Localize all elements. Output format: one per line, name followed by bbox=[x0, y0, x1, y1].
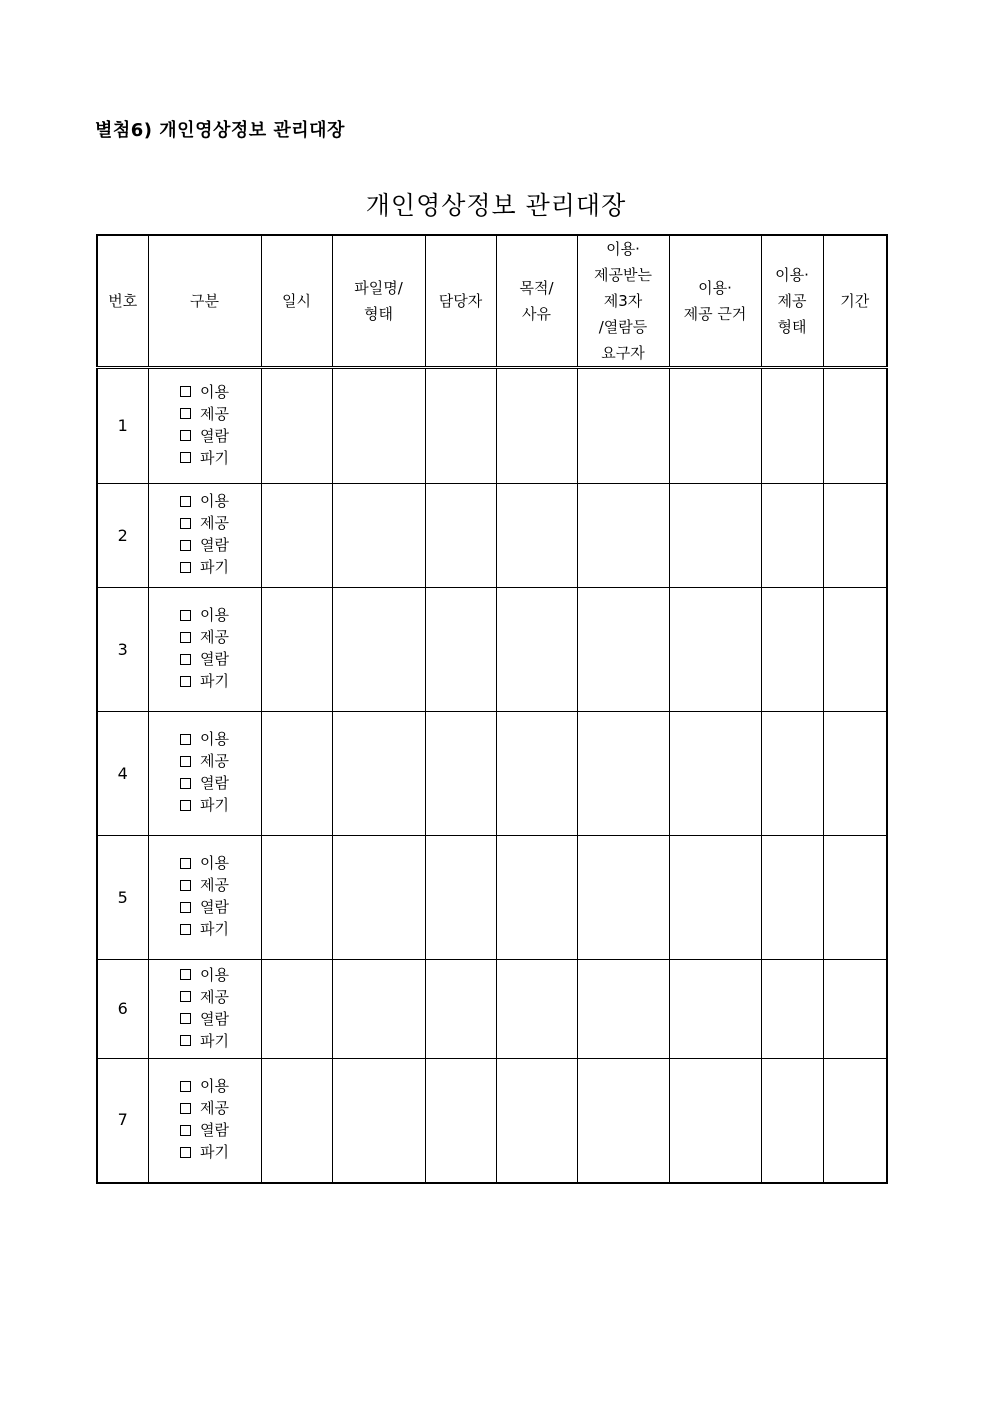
document-title: 개인영상정보 관리대장 bbox=[365, 191, 627, 220]
category-option[interactable] bbox=[180, 1008, 229, 1030]
header-line: 사유 bbox=[522, 305, 551, 323]
category-options bbox=[180, 381, 229, 469]
category-option[interactable] bbox=[180, 918, 229, 940]
table-row bbox=[97, 960, 887, 1059]
cell-purpose-reason[interactable] bbox=[496, 712, 577, 836]
category-cell bbox=[148, 484, 261, 588]
cell-provision-type[interactable] bbox=[761, 960, 823, 1059]
row-number: 4 bbox=[97, 712, 148, 836]
checkbox[interactable] bbox=[180, 991, 191, 1002]
option-label: 이용 bbox=[200, 854, 229, 873]
cell-provision-type[interactable] bbox=[761, 588, 823, 712]
row-number: 5 bbox=[97, 836, 148, 960]
header-line: 일시 bbox=[282, 292, 311, 310]
table-row bbox=[97, 712, 887, 836]
header-line: 이용· bbox=[606, 240, 640, 258]
cell-provision-basis[interactable] bbox=[669, 712, 761, 836]
cell-datetime[interactable] bbox=[261, 588, 332, 712]
category-cell bbox=[148, 960, 261, 1059]
category-option[interactable] bbox=[180, 728, 229, 750]
cell-third-party-requester[interactable] bbox=[577, 588, 669, 712]
category-option[interactable] bbox=[180, 1030, 229, 1052]
header-line: 형태 bbox=[364, 305, 393, 323]
cell-filename-format[interactable] bbox=[332, 712, 425, 836]
cell-manager[interactable] bbox=[425, 484, 496, 588]
cell-provision-basis[interactable] bbox=[669, 588, 761, 712]
cell-purpose-reason[interactable] bbox=[496, 368, 577, 484]
option-label: 제공 bbox=[200, 514, 229, 533]
cell-provision-type[interactable] bbox=[761, 1059, 823, 1183]
header-line: 이용· bbox=[775, 266, 809, 284]
category-option[interactable] bbox=[180, 986, 229, 1008]
cell-third-party-requester[interactable] bbox=[577, 712, 669, 836]
checkbox[interactable] bbox=[180, 562, 191, 573]
checkbox[interactable] bbox=[180, 969, 191, 980]
header-category bbox=[148, 235, 261, 368]
row-number: 2 bbox=[97, 484, 148, 588]
cell-period[interactable] bbox=[823, 484, 887, 588]
cell-purpose-reason[interactable] bbox=[496, 588, 577, 712]
header-line: 파일명/ bbox=[354, 279, 403, 297]
option-label: 제공 bbox=[200, 1099, 229, 1117]
attachment-label: 별첨6) 개인영상정보 관리대장 bbox=[95, 120, 345, 141]
cell-third-party-requester[interactable] bbox=[577, 1059, 669, 1183]
cell-datetime[interactable] bbox=[261, 960, 332, 1059]
cell-provision-basis[interactable] bbox=[669, 484, 761, 588]
checkbox[interactable] bbox=[180, 654, 191, 665]
row-number: 1 bbox=[97, 368, 148, 484]
checkbox[interactable] bbox=[180, 632, 191, 643]
category-option[interactable] bbox=[180, 381, 229, 403]
cell-purpose-reason[interactable] bbox=[496, 484, 577, 588]
checkbox[interactable] bbox=[180, 1103, 191, 1114]
header-line: 목적/ bbox=[519, 279, 554, 297]
option-label: 열람 bbox=[200, 536, 229, 555]
header-line: 구분 bbox=[190, 292, 219, 310]
table-row bbox=[97, 836, 887, 960]
category-option[interactable] bbox=[180, 772, 229, 794]
checkbox[interactable] bbox=[180, 1013, 191, 1024]
cell-filename-format[interactable] bbox=[332, 836, 425, 960]
header-line: 번호 bbox=[108, 292, 138, 310]
category-option[interactable] bbox=[180, 964, 229, 986]
checkbox[interactable] bbox=[180, 924, 191, 935]
category-option[interactable] bbox=[180, 1075, 229, 1097]
table-row bbox=[97, 588, 887, 712]
cell-period[interactable] bbox=[823, 1059, 887, 1183]
header-line: 제공 근거 bbox=[683, 305, 747, 323]
row-number: 7 bbox=[97, 1059, 148, 1183]
category-cell bbox=[148, 712, 261, 836]
cell-datetime[interactable] bbox=[261, 712, 332, 836]
checkbox[interactable] bbox=[180, 676, 191, 687]
option-label: 파기 bbox=[200, 1143, 229, 1161]
category-option[interactable] bbox=[180, 534, 229, 556]
header-line: 제공 bbox=[777, 292, 807, 310]
cell-provision-basis[interactable] bbox=[669, 836, 761, 960]
category-option[interactable] bbox=[180, 604, 229, 626]
option-label: 열람 bbox=[200, 774, 229, 793]
checkbox[interactable] bbox=[180, 610, 191, 621]
header-purpose-reason bbox=[496, 235, 577, 368]
option-label: 열람 bbox=[200, 426, 229, 445]
cell-filename-format[interactable] bbox=[332, 1059, 425, 1183]
category-option[interactable] bbox=[180, 626, 229, 648]
checkbox[interactable] bbox=[180, 518, 191, 529]
category-option[interactable] bbox=[180, 852, 229, 874]
option-label: 제공 bbox=[200, 876, 229, 895]
option-label: 파기 bbox=[200, 796, 229, 815]
category-option[interactable] bbox=[180, 670, 229, 692]
option-label: 파기 bbox=[200, 920, 229, 939]
category-cell bbox=[148, 1059, 261, 1183]
cell-period[interactable] bbox=[823, 588, 887, 712]
checkbox[interactable] bbox=[180, 902, 191, 913]
checkbox[interactable] bbox=[180, 858, 191, 869]
checkbox[interactable] bbox=[180, 1035, 191, 1046]
option-label: 이용 bbox=[200, 492, 229, 511]
header-line: 제3자 bbox=[603, 292, 643, 310]
row-number: 3 bbox=[97, 588, 148, 712]
option-label: 제공 bbox=[200, 987, 229, 1006]
cell-filename-format[interactable] bbox=[332, 588, 425, 712]
category-options bbox=[180, 852, 229, 940]
category-cell bbox=[148, 588, 261, 712]
category-option[interactable] bbox=[180, 490, 229, 512]
cell-provision-type[interactable] bbox=[761, 484, 823, 588]
category-option[interactable] bbox=[180, 648, 229, 670]
cell-period[interactable] bbox=[823, 368, 887, 484]
checkbox[interactable] bbox=[180, 1081, 191, 1092]
cell-datetime[interactable] bbox=[261, 368, 332, 484]
cell-provision-type[interactable] bbox=[761, 368, 823, 484]
cell-period[interactable] bbox=[823, 712, 887, 836]
checkbox[interactable] bbox=[180, 880, 191, 891]
header-datetime bbox=[261, 235, 332, 368]
option-label: 제공 bbox=[200, 404, 229, 423]
checkbox[interactable] bbox=[180, 1147, 191, 1158]
checkbox[interactable] bbox=[180, 408, 191, 419]
checkbox[interactable] bbox=[180, 800, 191, 811]
header-line: 요구자 bbox=[601, 344, 645, 362]
category-option[interactable] bbox=[180, 874, 229, 896]
option-label: 파기 bbox=[200, 672, 229, 691]
cell-manager[interactable] bbox=[425, 1059, 496, 1183]
checkbox[interactable] bbox=[180, 452, 191, 463]
option-label: 열람 bbox=[200, 650, 229, 669]
cell-datetime[interactable] bbox=[261, 1059, 332, 1183]
header-provision-type bbox=[761, 235, 823, 368]
cell-datetime[interactable] bbox=[261, 836, 332, 960]
header-line: 이용· bbox=[698, 279, 732, 297]
cell-purpose-reason[interactable] bbox=[496, 960, 577, 1059]
cell-manager[interactable] bbox=[425, 588, 496, 712]
category-option[interactable] bbox=[180, 403, 229, 425]
header-filename-format bbox=[332, 235, 425, 368]
cell-provision-type[interactable] bbox=[761, 712, 823, 836]
checkbox[interactable] bbox=[180, 778, 191, 789]
table-row bbox=[97, 484, 887, 588]
cell-third-party-requester[interactable] bbox=[577, 484, 669, 588]
cell-manager[interactable] bbox=[425, 960, 496, 1059]
cell-provision-basis[interactable] bbox=[669, 960, 761, 1059]
header-provision-basis bbox=[669, 235, 761, 368]
header-line: 제공받는 bbox=[594, 266, 652, 284]
checkbox[interactable] bbox=[180, 734, 191, 745]
category-option[interactable] bbox=[180, 1141, 229, 1163]
checkbox[interactable] bbox=[180, 756, 191, 767]
checkbox[interactable] bbox=[180, 496, 191, 507]
category-options bbox=[180, 964, 229, 1052]
cell-third-party-requester[interactable] bbox=[577, 836, 669, 960]
header-line: 담당자 bbox=[438, 292, 483, 310]
category-option[interactable] bbox=[180, 750, 229, 772]
row-number: 6 bbox=[97, 960, 148, 1059]
cell-purpose-reason[interactable] bbox=[496, 836, 577, 960]
category-option[interactable] bbox=[180, 556, 229, 578]
table-row bbox=[97, 1059, 887, 1183]
cell-manager[interactable] bbox=[425, 712, 496, 836]
cell-filename-format[interactable] bbox=[332, 484, 425, 588]
category-cell bbox=[148, 368, 261, 484]
header-line: 형태 bbox=[777, 318, 807, 336]
video-info-register-table bbox=[96, 234, 888, 1184]
header-number bbox=[97, 235, 148, 368]
category-options bbox=[180, 604, 229, 692]
category-option[interactable] bbox=[180, 1119, 229, 1141]
cell-manager[interactable] bbox=[425, 836, 496, 960]
checkbox[interactable] bbox=[180, 386, 191, 397]
option-label: 파기 bbox=[200, 448, 229, 467]
category-option[interactable] bbox=[180, 794, 229, 816]
cell-provision-basis[interactable] bbox=[669, 1059, 761, 1183]
cell-period[interactable] bbox=[823, 960, 887, 1059]
option-label: 이용 bbox=[200, 730, 229, 749]
category-options bbox=[180, 490, 229, 578]
checkbox[interactable] bbox=[180, 430, 191, 441]
category-option[interactable] bbox=[180, 512, 229, 534]
cell-datetime[interactable] bbox=[261, 484, 332, 588]
option-label: 열람 bbox=[200, 898, 229, 917]
category-options bbox=[180, 1075, 229, 1163]
category-cell bbox=[148, 836, 261, 960]
header-manager bbox=[425, 235, 496, 368]
category-option[interactable] bbox=[180, 896, 229, 918]
category-options bbox=[180, 728, 229, 816]
header-period bbox=[823, 235, 887, 368]
category-option[interactable] bbox=[180, 1097, 229, 1119]
option-label: 이용 bbox=[200, 606, 229, 625]
table-row bbox=[97, 368, 887, 484]
cell-manager[interactable] bbox=[425, 368, 496, 484]
cell-third-party-requester[interactable] bbox=[577, 368, 669, 484]
category-option[interactable] bbox=[180, 447, 229, 469]
header-third-party-requester bbox=[577, 235, 669, 368]
header-line: /열람등 bbox=[598, 318, 648, 336]
checkbox[interactable] bbox=[180, 1125, 191, 1136]
cell-filename-format[interactable] bbox=[332, 368, 425, 484]
option-label: 이용 bbox=[200, 1077, 229, 1095]
checkbox[interactable] bbox=[180, 540, 191, 551]
cell-filename-format[interactable] bbox=[332, 960, 425, 1059]
header-row bbox=[97, 235, 887, 368]
cell-provision-basis[interactable] bbox=[669, 368, 761, 484]
option-label: 이용 bbox=[200, 965, 229, 984]
header-line: 기간 bbox=[840, 292, 870, 310]
option-label: 파기 bbox=[200, 558, 229, 577]
cell-third-party-requester[interactable] bbox=[577, 960, 669, 1059]
option-label: 열람 bbox=[200, 1121, 229, 1139]
option-label: 제공 bbox=[200, 752, 229, 771]
option-label: 제공 bbox=[200, 628, 229, 647]
cell-purpose-reason[interactable] bbox=[496, 1059, 577, 1183]
option-label: 파기 bbox=[200, 1031, 229, 1050]
option-label: 이용 bbox=[200, 382, 229, 401]
cell-provision-type[interactable] bbox=[761, 836, 823, 960]
cell-period[interactable] bbox=[823, 836, 887, 960]
category-option[interactable] bbox=[180, 425, 229, 447]
option-label: 열람 bbox=[200, 1009, 229, 1028]
